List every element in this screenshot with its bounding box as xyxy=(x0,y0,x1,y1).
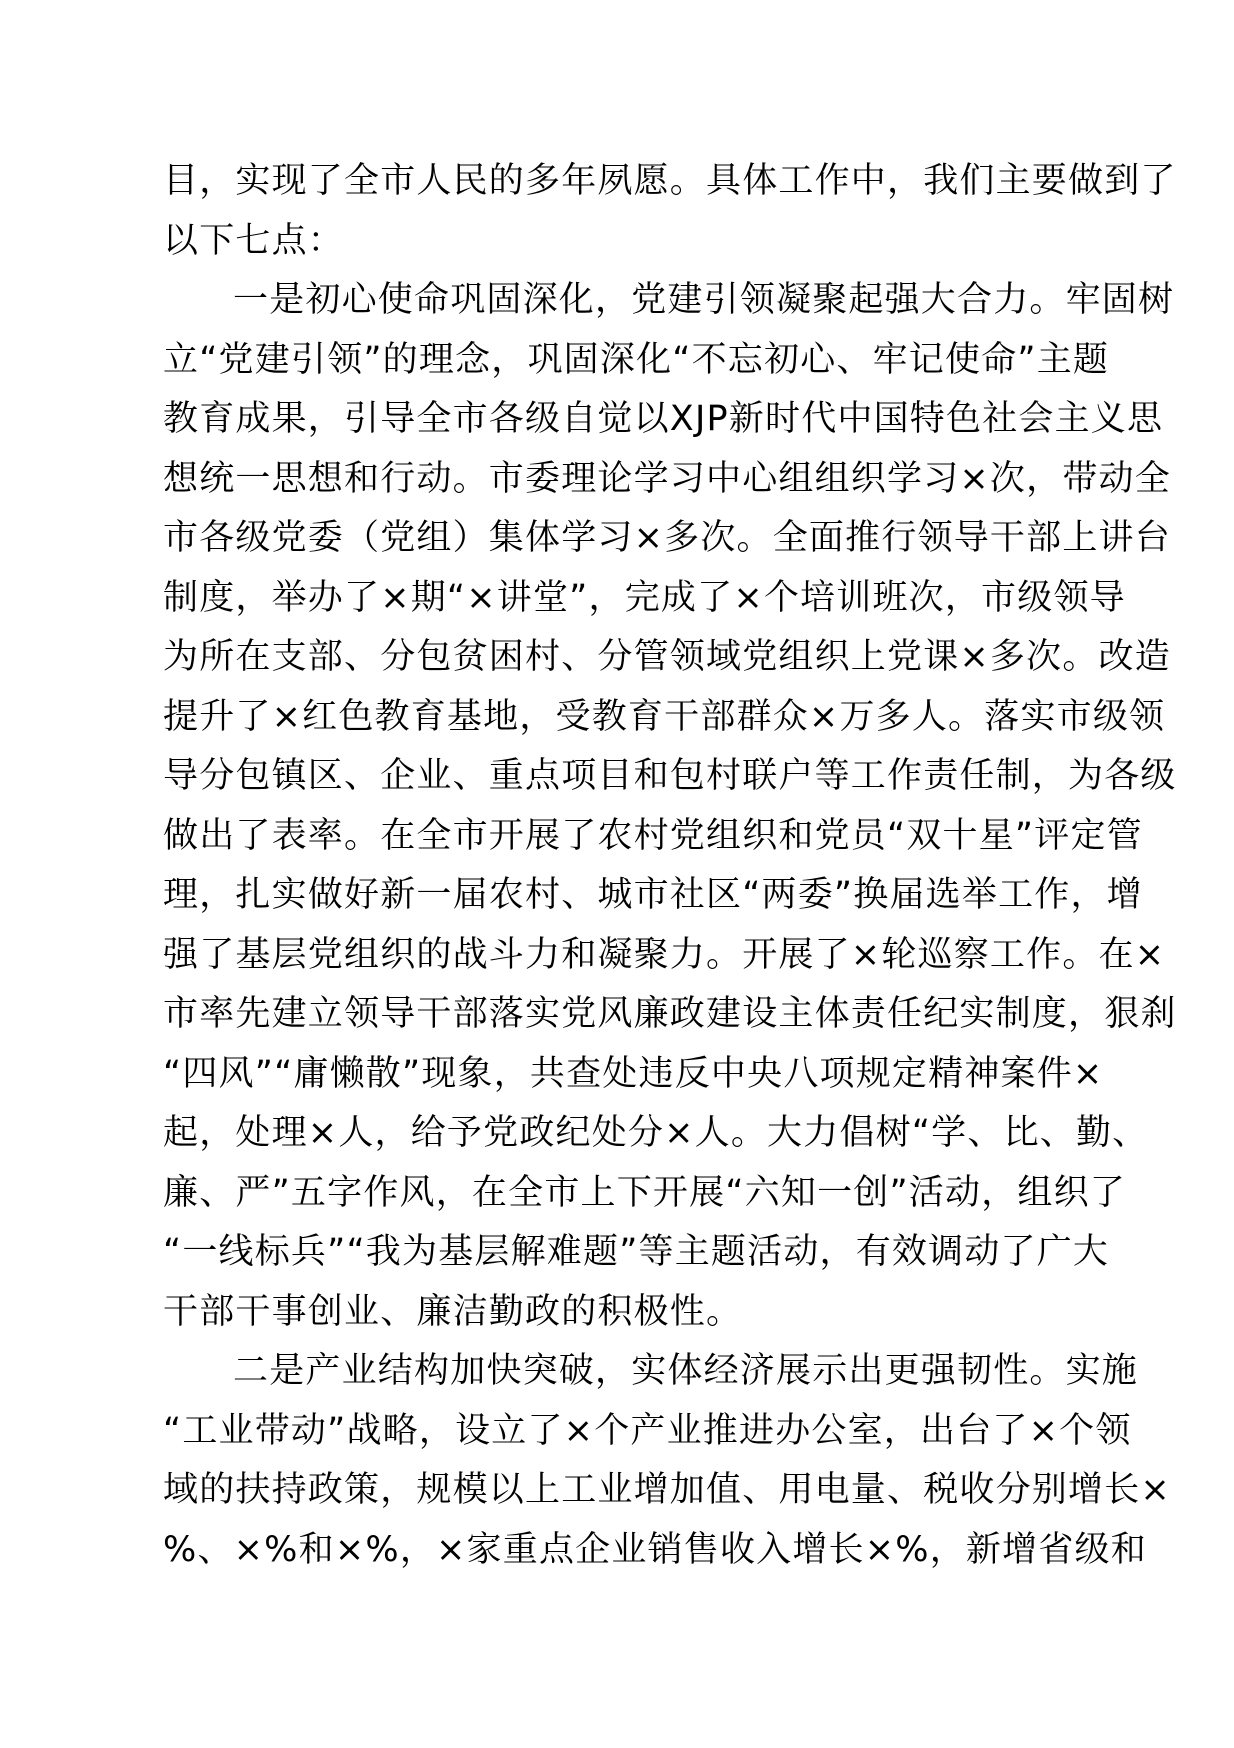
text-line: 以下七点： xyxy=(163,220,345,261)
text-line: 做出了表率。在全市开展了农村党组织和党员“双十星”评定管 xyxy=(163,815,1143,856)
text-line: 目，实现了全市人民的多年夙愿。具体工作中，我们主要做到了 xyxy=(163,161,1177,201)
text-line: 提升了×红色教育基地，受教育干部群众×万多人。落实市级领 xyxy=(163,696,1166,737)
text-line: “工业带动”战略，设立了×个产业推进办公室，出台了×个领 xyxy=(163,1410,1132,1451)
text-line: %、×%和×%，×家重点企业销售收入增长×%，新增省级和 xyxy=(163,1529,1147,1570)
document-body xyxy=(163,152,1177,1580)
text-line: 制度，举办了×期“×讲堂”，完成了×个培训班次，市级领导 xyxy=(163,577,1126,618)
text-line: 域的扶持政策，规模以上工业增加值、用电量、税收分别增长× xyxy=(163,1470,1171,1510)
text-line: 教育成果，引导全市各级自觉以XJP新时代中国特色社会主义思 xyxy=(163,399,1164,439)
text-line: “四风”“庸懒散”现象，共查处违反中央八项规定精神案件× xyxy=(163,1053,1104,1094)
text-line: 市率先建立领导干部落实党风廉政建设主体责任纪实制度，狠刹 xyxy=(163,994,1177,1034)
paragraph-start-line: 一是初心使命巩固深化，党建引领凝聚起强大合力。牢固树 xyxy=(233,280,1175,320)
paragraph-start-line: 二是产业结构加快突破，实体经济展示出更强韧性。实施 xyxy=(233,1351,1139,1391)
text-line: 起，处理×人，给予党政纪处分×人。大力倡树“学、比、勤、 xyxy=(163,1113,1149,1153)
text-line: 市各级党委（党组）集体学习×多次。全面推行领导干部上讲台 xyxy=(163,518,1171,558)
text-line: 强了基层党组织的战斗力和凝聚力。开展了×轮巡察工作。在× xyxy=(163,934,1166,975)
text-line: 为所在支部、分包贫困村、分管领域党组织上党课×多次。改造 xyxy=(163,637,1171,677)
text-line: 立“党建引领”的理念，巩固深化“不忘初心、牢记使命”主题 xyxy=(163,339,1110,380)
text-line: 导分包镇区、企业、重点项目和包村联户等工作责任制，为各级 xyxy=(163,756,1177,796)
text-line: 想统一思想和行动。市委理论学习中心组组织学习×次，带动全 xyxy=(163,458,1171,499)
text-line: 理，扎实做好新一届农村、城市社区“两委”换届选举工作，增 xyxy=(163,875,1143,915)
text-line: 干部干事创业、廉洁勤政的积极性。 xyxy=(163,1291,743,1332)
text-line: 廉、严”五字作风，在全市上下开展“六知一创”活动，组织了 xyxy=(163,1172,1126,1213)
text-line: “一线标兵”“我为基层解难题”等主题活动，有效调动了广大 xyxy=(163,1232,1110,1272)
